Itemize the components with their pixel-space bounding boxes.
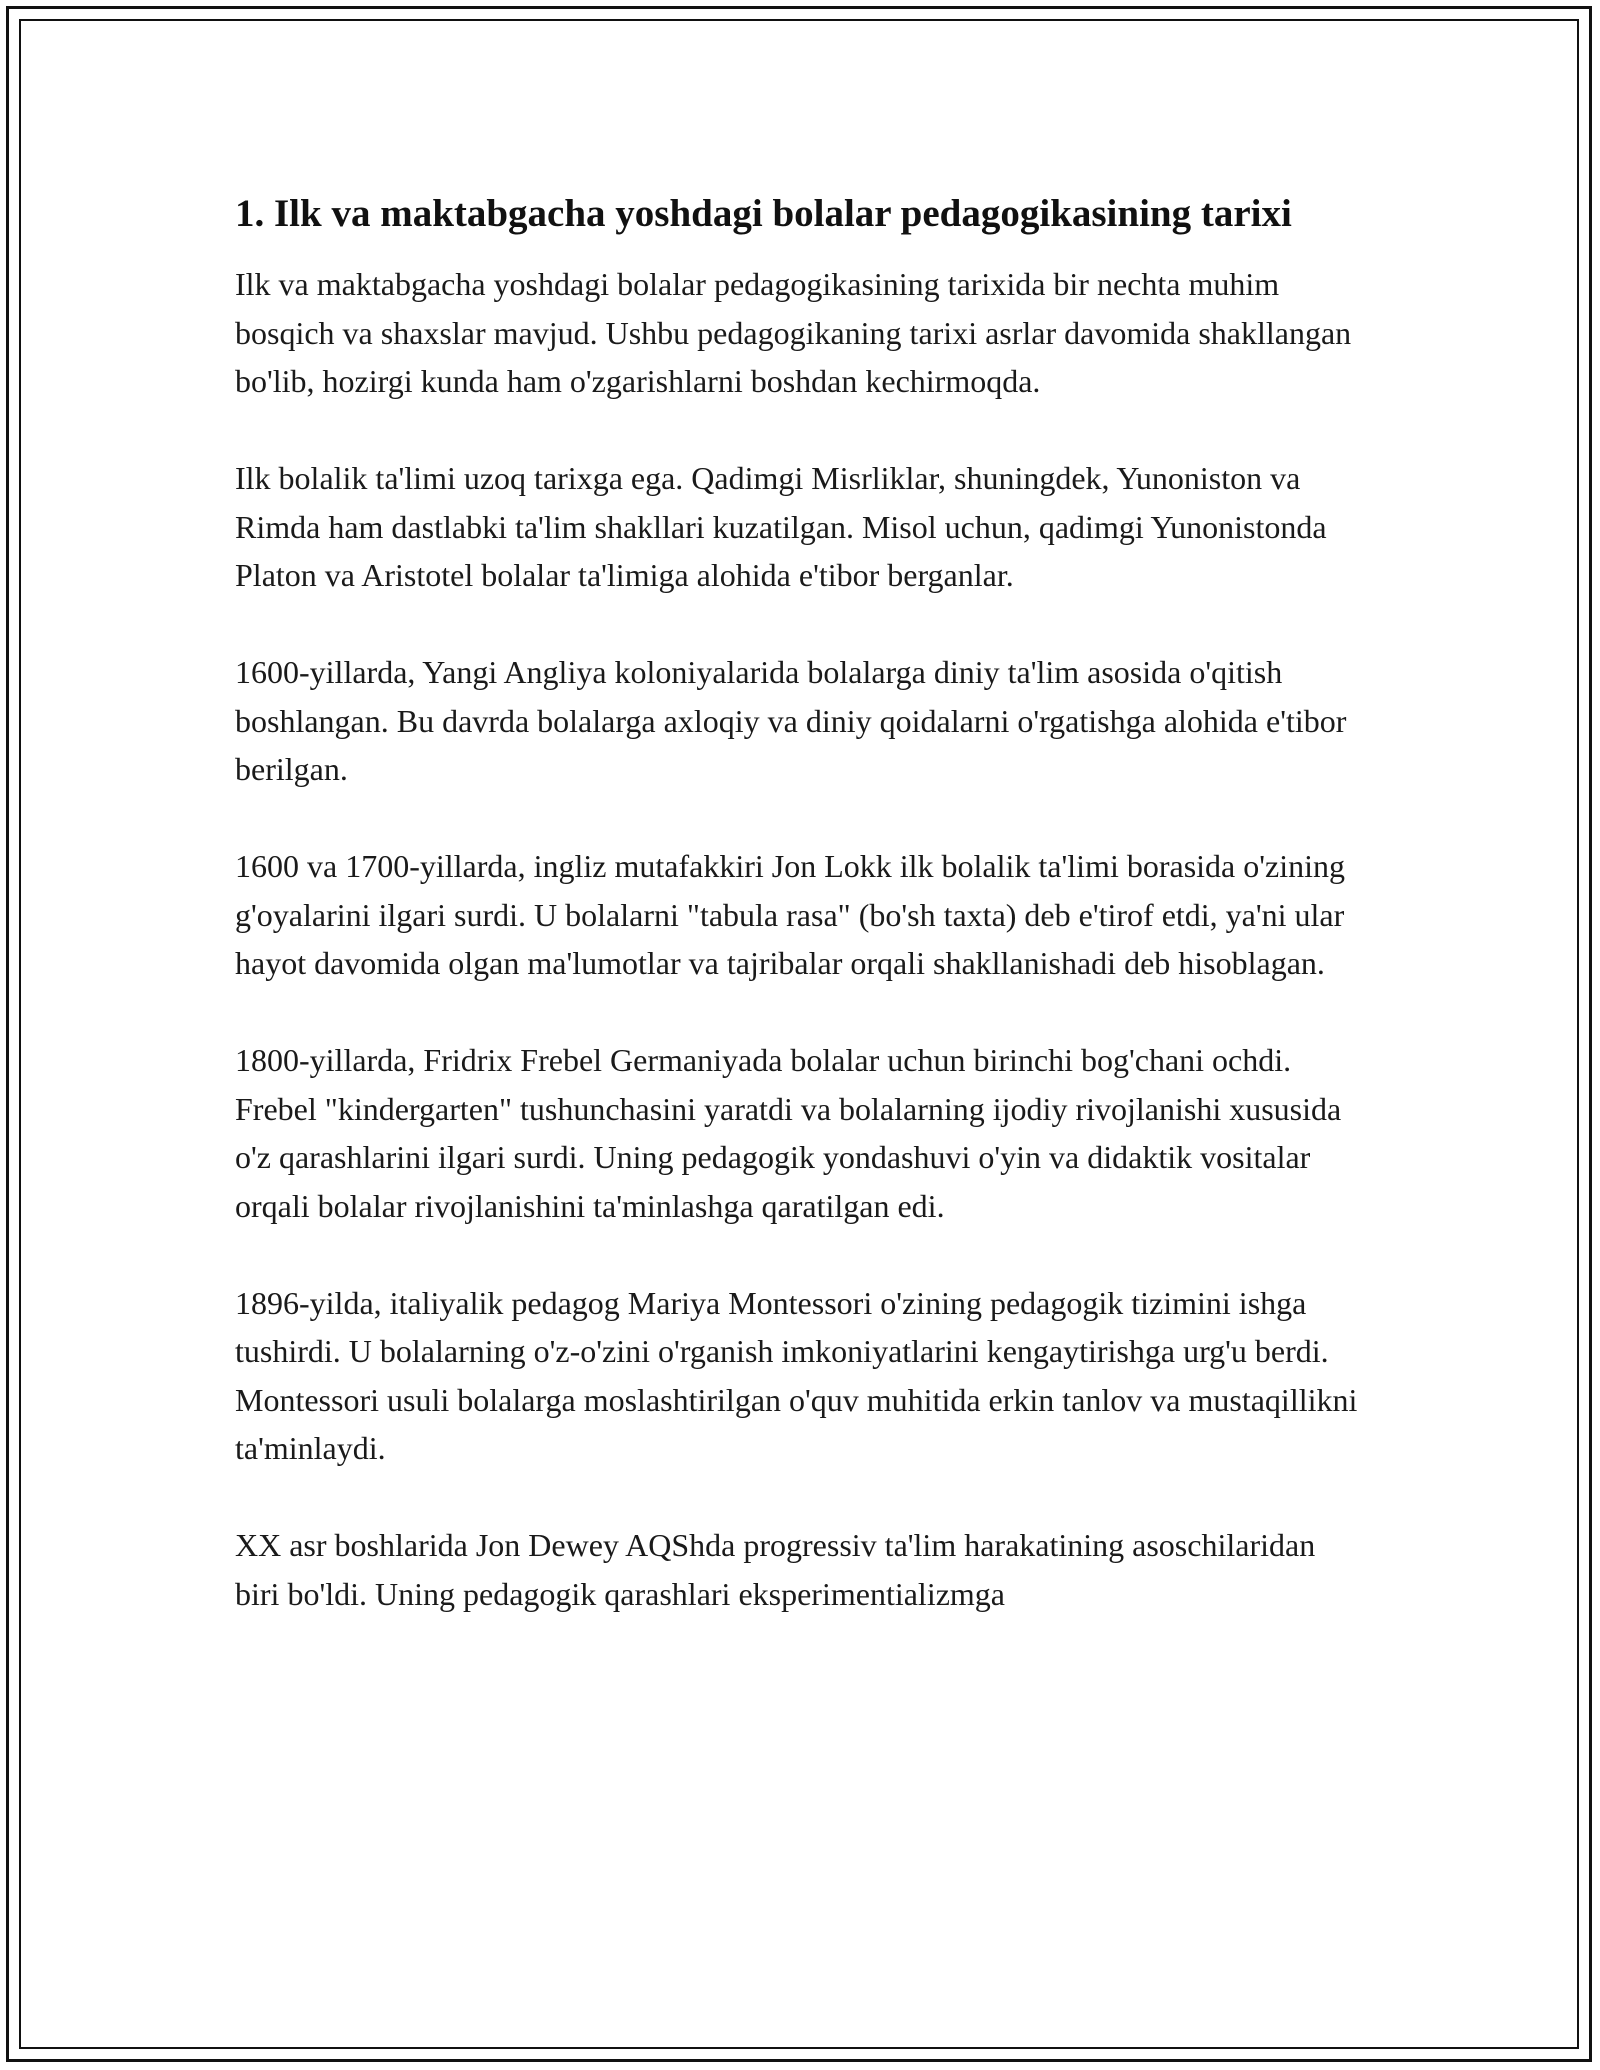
section-heading: 1. Ilk va maktabgacha yoshdagi bolalar pedagogikasining tarixi [235, 192, 1292, 235]
paragraph-dewey: XX asr boshlarida Jon Dewey AQShda progressiv ta'lim harakatining asoschilaridan biri bo'ldi. Uning pedagogik qarashlari eksperimentializmga [235, 1527, 1316, 1612]
paragraph-intro: Ilk va maktabgacha yoshdagi bolalar pedagogikasining tarixida bir nechta muhim bosqich va shaxslar mavjud. Ushbu pedagogikaning tarixi asrlar davomida shakllangan bo'lib, hozirgi kunda ham o'zgarishlarni boshdan kechirmoqda. [235, 266, 1352, 399]
paragraph-ancient: Ilk bolalik ta'limi uzoq tarixga ega. Qadimgi Misrliklar, shuningdek, Yunoniston va Rimda ham dastlabki ta'lim shakllari kuzatilgan. Misol uchun, qadimgi Yunonistonda Platon va Aristotel bolalar ta'limiga alohida e'tibor berganlar. [235, 460, 1327, 593]
paragraph-1600s: 1600-yillarda, Yangi Angliya koloniyalarida bolalarga diniy ta'lim asosida o'qitish boshlangan. Bu davrda bolalarga axloqiy va diniy qoidalarni o'rgatishga alohida e'tibor berilgan. [235, 654, 1347, 787]
paragraph-froebel: 1800-yillarda, Fridrix Frebel Germaniyada bolalar uchun birinchi bog'chani ochdi. Frebel "kindergarten" tushunchasini yaratdi va bolalarning ijodiy rivojlanishi xususida o'z qarashlarini ilgari surdi. Uning pedagogik yondashuvi o'yin va didaktik vositalar orqali bolalar rivojlanishini ta'minlashga qaratilgan edi. [235, 1042, 1342, 1224]
document-body [235, 186, 1365, 1667]
paragraph-montessori: 1896-yilda, italiyalik pedagog Mariya Montessori o'zining pedagogik tizimini ishga tushirdi. U bolalarning o'z-o'zini o'rganish imkoniyatlarini kengaytirishga urg'u berdi. Montessori usuli bolalarga moslashtirilgan o'quv muhitida erkin tanlov va mustaqillikni ta'minlaydi. [235, 1284, 1358, 1466]
paragraph-locke: 1600 va 1700-yillarda, ingliz mutafakkiri Jon Lokk ilk bolalik ta'limi borasida o'zining g'oyalarini ilgari surdi. U bolalarni "tabula rasa" (bo'sh taxta) deb e'tirof etdi, ya'ni ular hayot davomida olgan ma'lumotlar va tajribalar orqali shakllanishadi deb hisoblagan. [235, 848, 1345, 981]
